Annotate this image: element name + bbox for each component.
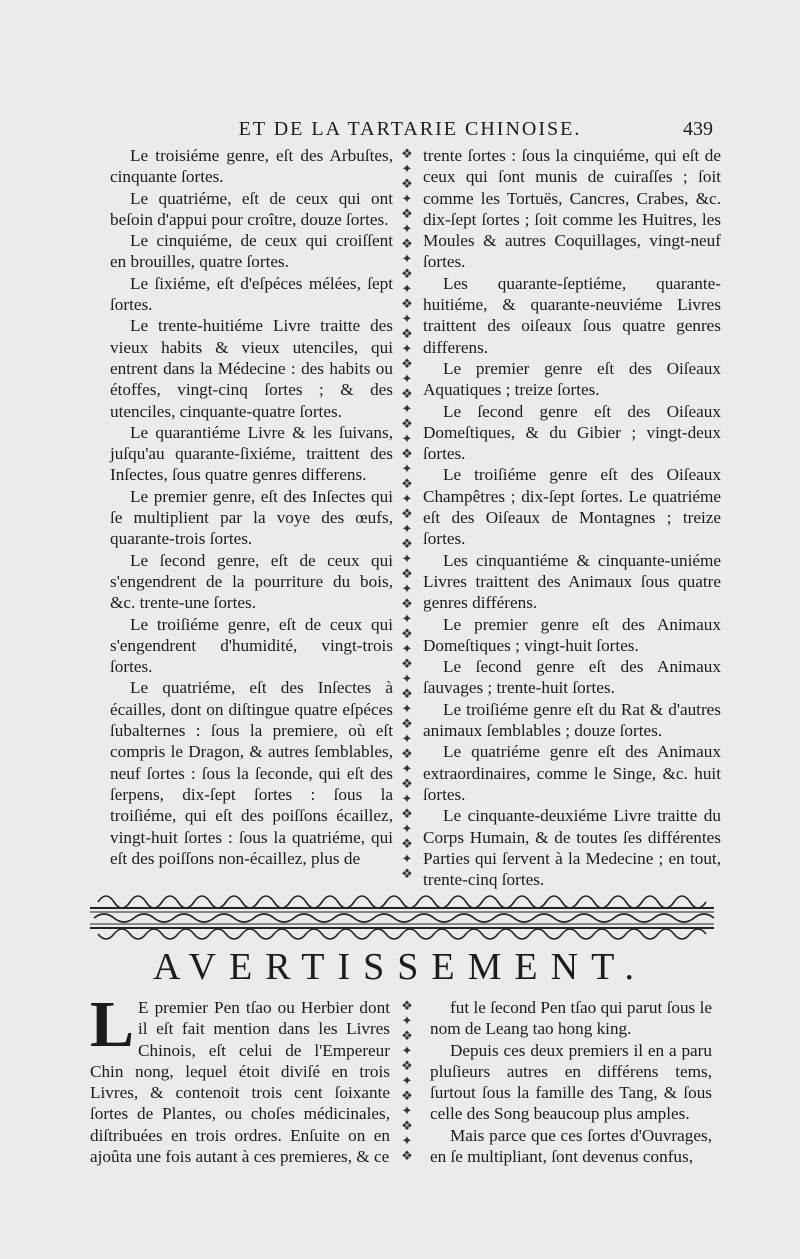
- paragraph: Mais parce que ces ſortes d'Ouvrages, en ſe multipliant, ſont devenus confus,: [430, 1125, 712, 1167]
- paragraph: Le troisiéme genre, eſt des Arbuſtes, cinquante ſortes.: [110, 146, 393, 187]
- decorative-band: [88, 888, 716, 942]
- paragraph: Le troiſiéme genre eſt du Rat & d'autres animaux ſemblables ; douze ſortes.: [423, 699, 721, 741]
- paragraph: Le ſecond genre, eſt de ceux qui s'engendrent de la pourriture du bois, &c. trente-une ſortes.: [110, 550, 393, 613]
- running-head: ET DE LA TARTARIE CHINOISE.: [238, 118, 582, 140]
- paragraph: Le premier genre, eſt des Inſectes qui ſe multiplient par la voye des œufs, quarante-trois ſortes.: [110, 486, 393, 549]
- paragraph: Depuis ces deux premiers il en a paru pluſieurs autres en différens tems, ſurtout ſous la famille des Tang, & ſous celle des Song beaucoup plus amples.: [430, 1040, 712, 1124]
- paragraph: Les quarante-ſeptiéme, quarante-huitiéme, & quarante-neuviéme Livres traittent des oiſeaux ſous quatre genres differens.: [423, 273, 721, 357]
- paragraph: Le ſixiéme, eſt d'eſpéces mélées, ſept ſortes.: [110, 273, 393, 315]
- paragraph: Le ſecond genre eſt des Animaux ſauvages ; trente-huit ſortes.: [423, 657, 721, 698]
- paragraph: Le troiſiéme genre eſt des Oiſeaux Champêtres ; dix-ſept ſortes. Le quatriéme eſt des Oiſeaux de Montagnes ; treize ſortes.: [423, 465, 721, 549]
- paragraph: E premier Pen tſao ou Herbier dont il eſt fait mention dans les Livres Chinois, eſt celui de l'Empereur Chin nong, lequel étoit diviſé en trois Livres, & contenoit trois cent ſoixante ſortes de Plantes, ou choſes médicinales, diſtribuées en trois ordres. Enſuite on en ajoûta une fois autant à ces premieres, & ce: [90, 998, 390, 1167]
- section-heading: AVERTISSEMENT.: [153, 946, 647, 988]
- paragraph: Le trente-huitiéme Livre traitte des vieux habits & vieux utenciles, qui entrent dans la Médecine : des habits ou étoffes, vingt-cinq ſortes ; & des utenciles, cinquante-quatre ſortes.: [110, 316, 393, 421]
- paragraph-continued: trente ſortes : ſous la cinquiéme, qui eſt de ceux qui ſont munis de cuiraſſes ; ſoit comme les Tortuës, Cancres, Crabes, &c. dix-ſept ſortes ; ſoit comme les Huitres, les Moules & autres Coquillages, vingt-neuf ſortes.: [423, 146, 721, 272]
- paragraph: Le premier genre eſt des Oiſeaux Aquatiques ; treize ſortes.: [423, 358, 721, 400]
- top-right-column: [423, 145, 721, 890]
- bottom-right-column: [430, 997, 712, 1167]
- paragraph: Le cinquante-deuxiéme Livre traitte du Corps Humain, & de toutes ſes différentes Parties qui ſervent à la Medecine ; en tout, trente-cinq ſortes.: [423, 806, 721, 890]
- paragraph: Le premier genre eſt des Animaux Domeſtiques ; vingt-huit ſortes.: [423, 614, 721, 655]
- paragraph: Le quatriéme genre eſt des Animaux extraordinaires, comme le Singe, &c. huit ſortes.: [423, 742, 721, 804]
- paragraph: Le quatriéme, eſt des Inſectes à écailles, dont on diſtingue quatre eſpéces ſubalternes : ſous la premiere, où eſt compris le Dragon, & autres ſemblables, neuf ſortes : ſous la ſeconde, qui eſt des ſerpens, dix-ſept ſortes : ſous la troiſiéme, qui eſt des poiſſons écaillez, vingt-huit ſortes : ſous la quatriéme, qui eſt des poiſſons non-écaillez, plus de: [110, 678, 393, 868]
- column-divider-ornament: ❖ ✦ ❖ ✦ ❖ ✦ ❖ ✦ ❖ ✦ ❖ ✦ ❖ ✦ ❖ ✦ ❖ ✦ ❖ ✦ ❖ ✦ ❖ ✦ ❖ ✦ ❖ ✦ ❖ ✦ ❖ ✦ ❖ ✦ ❖ ✦ ❖ ✦ ❖ ✦ ❖ ✦ ❖ ✦ ❖ ✦ ❖ ✦ ❖: [401, 146, 413, 881]
- column-divider-ornament: ❖ ✦ ❖ ✦ ❖ ✦ ❖ ✦ ❖ ✦ ❖: [401, 998, 413, 1163]
- paragraph: Le quatriéme, eſt de ceux qui ont beſoin d'appui pour croître, douze ſortes.: [110, 188, 393, 229]
- paragraph: Les cinquantiéme & cinquante-uniéme Livres traittent des Animaux ſous quatre genres différens.: [423, 550, 721, 613]
- bottom-left-column: [90, 988, 390, 1167]
- paragraph: Le cinquiéme, de ceux qui croiſſent en brouilles, quatre ſortes.: [110, 231, 393, 272]
- paragraph-continued: fut le ſecond Pen tſao qui parut ſous le nom de Leang tao hong king.: [430, 998, 712, 1039]
- page-number: 439: [683, 118, 713, 140]
- drop-cap: L: [90, 988, 135, 1061]
- paragraph: Le troiſiéme genre, eſt de ceux qui s'engendrent d'humidité, vingt-trois ſortes.: [110, 614, 393, 677]
- paragraph: Le ſecond genre eſt des Oiſeaux Domeſtiques, & du Gibier ; vingt-deux ſortes.: [423, 401, 721, 464]
- top-left-column: [110, 145, 393, 869]
- paragraph: Le quarantiéme Livre & les ſuivans, juſqu'au quarante-ſixiéme, traittent des Inſectes, ſous quatre genres differens.: [110, 422, 393, 485]
